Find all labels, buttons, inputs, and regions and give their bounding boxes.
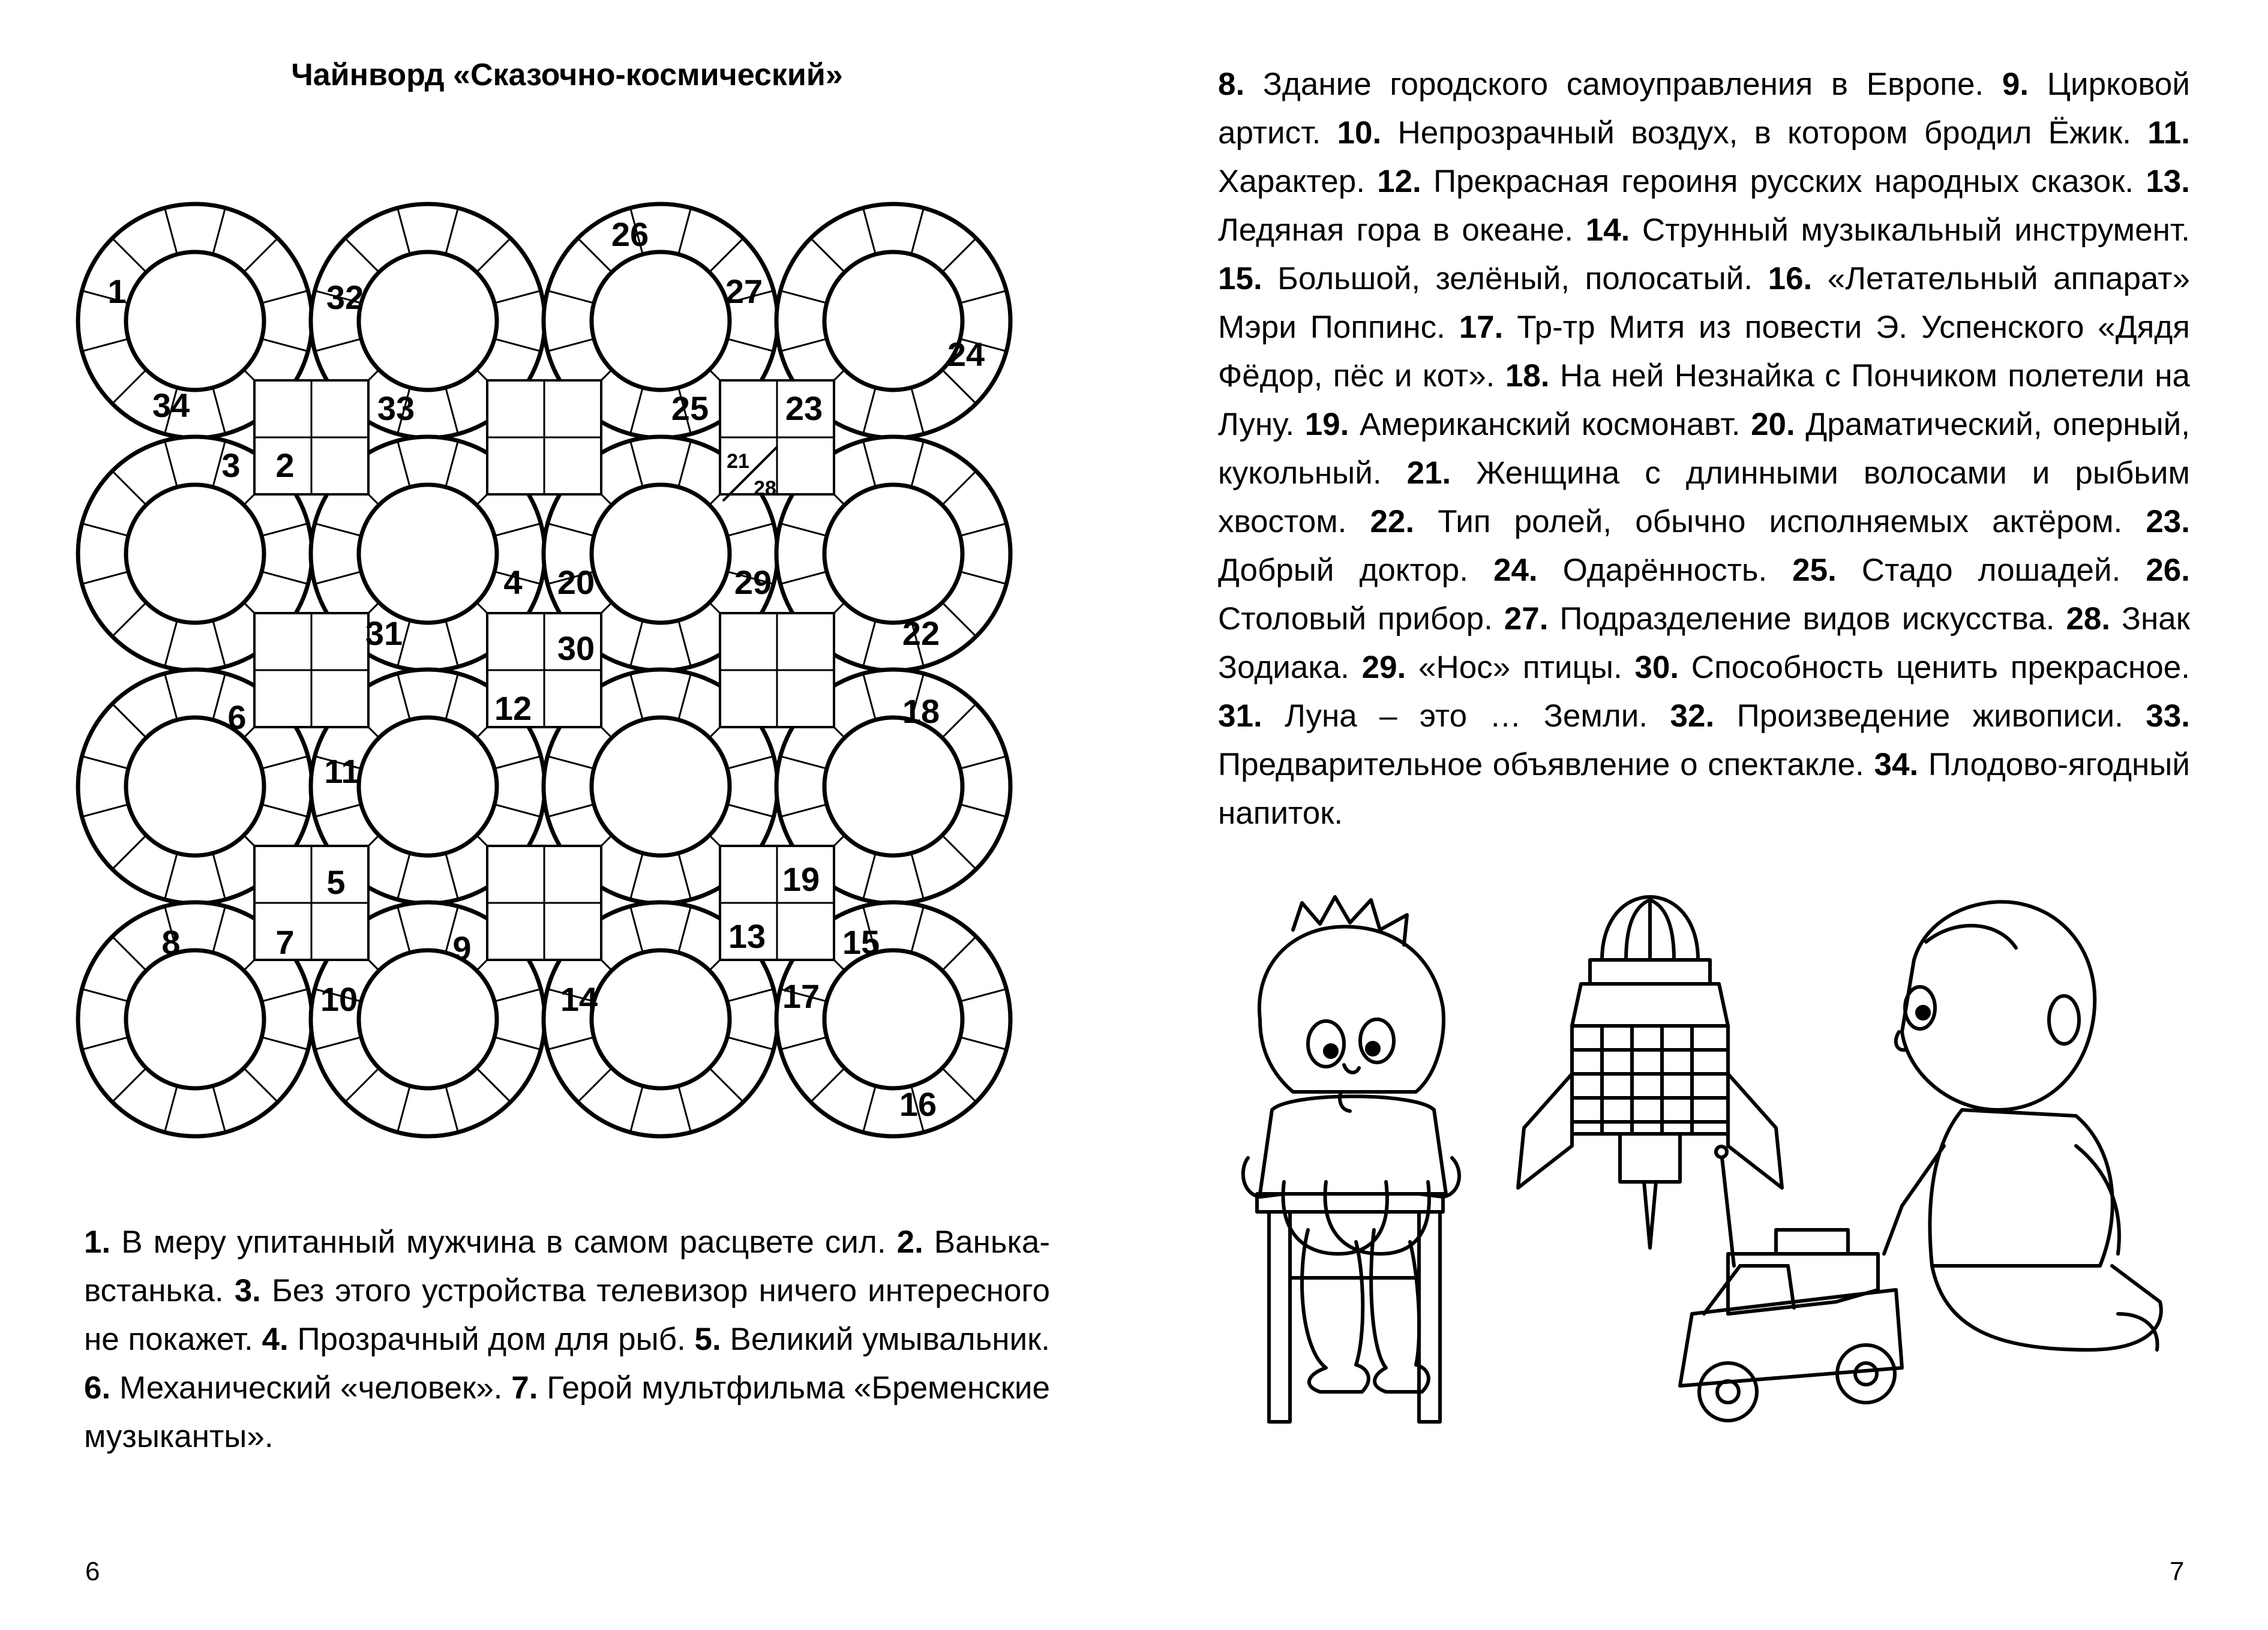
clue-number: 19. (1304, 407, 1349, 442)
clue-number: 7. (511, 1370, 538, 1406)
toy-rocket-drawing (1518, 897, 1782, 1248)
clue-text: Американский космонавт. (1349, 407, 1741, 442)
clue-number: 15. (1218, 261, 1262, 296)
cell-number-label: 27 (725, 272, 763, 310)
clue-item (1218, 698, 1648, 734)
cell-number-label: 32 (326, 278, 364, 316)
clue-number: 27. (1504, 601, 1549, 637)
clue-item (1370, 504, 2122, 539)
clue-number: 12. (1377, 164, 1421, 199)
clue-text: Прекрасная героиня русских народных сказок. (1421, 164, 2134, 199)
clue-number: 26. (2146, 553, 2190, 588)
clue-text: Столовый прибор. (1218, 601, 1493, 637)
clue-item (1586, 212, 2190, 248)
cell-number-label: 7 (275, 923, 295, 961)
ring-cells (78, 204, 1010, 1136)
clue-number: 6. (84, 1370, 111, 1406)
cell-number-label: 5 (326, 863, 346, 901)
clue-number: 8. (1218, 67, 1245, 102)
clue-item (84, 1370, 502, 1406)
clue-number: 28. (2066, 601, 2111, 637)
clue-text: На ней Незнайка с Пончиком полетели на Луну. (1218, 358, 2190, 442)
cell-number-label: 17 (782, 977, 820, 1015)
cell-number-label: 22 (902, 614, 940, 652)
clue-number: 21. (1406, 455, 1451, 491)
cell-number-label: 24 (947, 335, 985, 373)
clue-number: 5. (694, 1322, 721, 1357)
clue-text: Механический «человек». (110, 1370, 503, 1406)
cell-number-label: 1 (107, 272, 127, 310)
clue-number: 22. (1370, 504, 1415, 539)
clue-number: 20. (1751, 407, 1795, 442)
cell-number-label: 25 (671, 389, 709, 427)
clue-number: 29. (1361, 650, 1406, 685)
cell-number-label: 19 (782, 860, 820, 898)
clue-number: 18. (1505, 358, 1550, 394)
cell-number-label: 10 (320, 980, 358, 1018)
cell-number-label: 28 (754, 477, 776, 500)
clue-text: Без этого устройства телевизор ничего интересного не покажет. (84, 1273, 1050, 1357)
clue-text: «Летательный аппарат» Мэри Поппинс. (1218, 261, 2190, 345)
puzzle-title: Чайнворд «Сказочно-космический» (291, 58, 843, 92)
cell-number-label: 26 (611, 215, 649, 253)
clue-text: Драматический, оперный, кукольный. (1218, 407, 2190, 491)
cell-number-label: 33 (377, 389, 415, 427)
cell-number-label: 16 (899, 1085, 937, 1123)
clues-right (1218, 60, 2190, 837)
clue-text: Плодово-ягодный напиток. (1218, 747, 2190, 831)
clue-item (1377, 164, 2134, 199)
cell-number-label: 20 (557, 563, 595, 601)
clue-number: 34. (1874, 747, 1919, 782)
clue-number: 16. (1768, 261, 1813, 296)
cell-number-label: 15 (842, 923, 880, 961)
cell-number-label: 13 (728, 917, 766, 955)
cell-number-label: 31 (365, 614, 403, 652)
cell-number-label: 34 (152, 386, 190, 424)
cell-number-label: 11 (324, 752, 360, 790)
clue-text: «Нос» птицы. (1406, 650, 1622, 685)
clue-text: Прозрачный дом для рыб. (288, 1322, 686, 1357)
clue-text: Тип ролей, обычно исполняемых актёром. (1414, 504, 2123, 539)
kneeling-boy-drawing (1680, 902, 2161, 1421)
clue-number: 33. (2146, 698, 2190, 734)
clue-item (1504, 601, 2055, 637)
cell-number-label: 2 (275, 446, 295, 484)
clue-item (262, 1322, 686, 1357)
cell-number-label: 29 (734, 563, 772, 601)
cell-number-label: 9 (452, 929, 472, 967)
cell-number-label: 14 (560, 980, 598, 1018)
clue-text: Способность ценить прекрасное. (1679, 650, 2190, 685)
clue-number: 32. (1670, 698, 1715, 734)
clue-text: Непрозрачный воздух, в котором бродил Ёжик. (1381, 115, 2131, 151)
clue-text: Ванька-встанька. (84, 1224, 1050, 1308)
clue-item (1493, 553, 1767, 588)
clue-text: Стадо лошадей. (1836, 553, 2121, 588)
clue-item (1305, 407, 1741, 442)
cell-number-label: 18 (902, 692, 940, 730)
clue-number: 10. (1337, 115, 1382, 151)
clue-text: Произведение живописи. (1714, 698, 2123, 734)
clue-number: 14. (1585, 212, 1630, 248)
clue-number: 31. (1218, 698, 1262, 734)
clue-number: 25. (1792, 553, 1837, 588)
clue-text: В меру упитанный мужчина в самом расцвете сил. (110, 1224, 886, 1260)
clue-item (695, 1322, 1050, 1357)
page-number-right: 7 (2170, 1557, 2185, 1586)
chainword-grid (0, 0, 1134, 1200)
clue-text: Здание городского самоуправления в Европе. (1244, 67, 1984, 102)
clue-text: Женщина с длинными волосами и рыбьим хвостом. (1218, 455, 2190, 539)
clue-text: Цирковой артист. (1218, 67, 2190, 151)
clue-text: Тр-тр Митя из повести Э. Успенского «Дядя Фёдор, пёс и кот». (1218, 310, 2190, 394)
clue-number: 17. (1459, 310, 1504, 345)
clue-item (1792, 553, 2120, 588)
clue-item (1670, 698, 2123, 734)
clue-text: Герой мультфильма «Бременские музыканты». (84, 1370, 1051, 1454)
clue-item (84, 1224, 886, 1260)
cell-number-label: 6 (227, 698, 247, 736)
clue-number: 3. (234, 1273, 261, 1308)
clue-text: Ледяная гора в океане. (1218, 212, 1574, 248)
clue-text: Подразделение видов искусства. (1548, 601, 2055, 637)
cell-number-label: 21 (727, 450, 749, 473)
clue-number: 11. (2147, 115, 2190, 151)
clue-item (1218, 261, 1753, 296)
cell-number-label: 3 (221, 446, 241, 484)
clue-text: Струнный музыкальный инструмент. (1630, 212, 2190, 248)
clue-text: Знак Зодиака. (1218, 601, 2190, 685)
clue-number: 1. (84, 1224, 111, 1260)
clue-item (1362, 650, 1622, 685)
clue-text: Большой, зелёный, полосатый. (1262, 261, 1753, 296)
clue-number: 4. (262, 1322, 289, 1357)
cell-number-label: 30 (557, 629, 595, 667)
cell-number-label: 4 (503, 563, 523, 601)
right-page (1134, 0, 2268, 1630)
clue-item (1337, 115, 2131, 151)
clue-number: 24. (1493, 553, 1538, 588)
clue-text: Одарённость. (1537, 553, 1768, 588)
children-playing-illustration (1236, 894, 2172, 1500)
clue-text: Великий умывальник. (721, 1322, 1050, 1357)
clue-item (1218, 67, 1984, 102)
clue-text: Луна – это … Земли. (1262, 698, 1648, 734)
clue-number: 13. (2146, 164, 2190, 199)
clue-number: 2. (896, 1224, 923, 1260)
clue-number: 30. (1634, 650, 1679, 685)
clues-left (84, 1218, 1050, 1461)
clue-text: Добрый доктор. (1218, 553, 1469, 588)
clue-text: Предварительное объявление о спектакле. (1218, 747, 1864, 782)
cell-number-label: 23 (785, 389, 823, 427)
cell-number-label: 12 (494, 689, 532, 727)
clue-item (1634, 650, 2190, 685)
page-number-left: 6 (85, 1557, 100, 1586)
cell-number-label: 8 (161, 923, 181, 961)
clue-number: 23. (2146, 504, 2191, 539)
sitting-boy-drawing (1243, 897, 1459, 1422)
clue-text: Характер. (1218, 164, 1365, 199)
clue-number: 9. (2002, 67, 2029, 102)
